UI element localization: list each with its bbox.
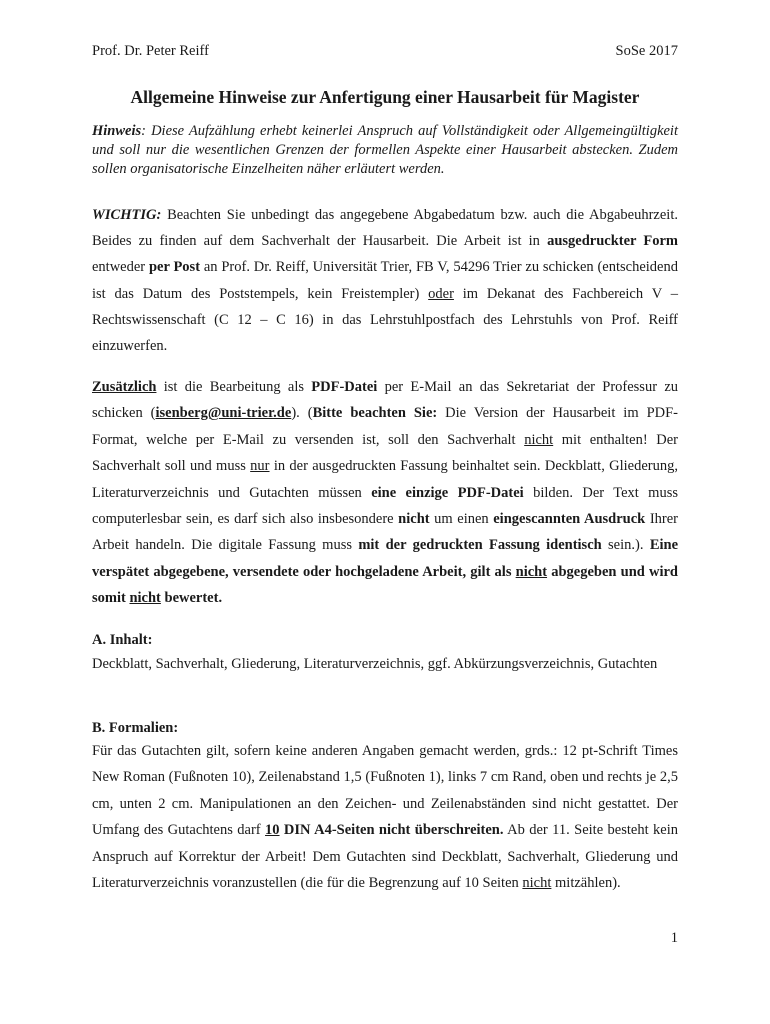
- wichtig-label: WICHTIG:: [92, 207, 162, 223]
- underlined-run: nicht: [522, 875, 552, 892]
- bold-underlined-run: nicht: [515, 563, 548, 580]
- text-run: entweder: [92, 259, 149, 276]
- bold-run: Eine verspätet abgegebene, versendete oder hochgeladene Arbeit, gilt als: [92, 537, 679, 580]
- text-run: in der ausgedruckten Fassung beinhaltet sein. Deckblatt, Gliederung, Literaturverzeichnis und Gutachten müssen: [92, 458, 678, 501]
- header-author: Prof. Dr. Peter Reiff: [92, 43, 209, 59]
- bold-run: eingescannten Ausdruck: [493, 511, 646, 528]
- text-run: per E-Mail an das Sekretariat der Professur zu schicken (: [92, 379, 679, 422]
- zusaetzlich-paragraph: [92, 374, 678, 612]
- text-run: Für das Gutachten gilt, sofern keine anderen Angaben gemacht werden, grds.: 12 pt-Schrift Times New Roman (Fußnoten 10), Zeilenabstand 1,5 (Fußnoten 1), links 7 cm Rand, oben und rechts je 2,5 cm, unten 2 cm. Manipulationen an den Zeichen- und Zeilenabständen sind nicht gestattet. Der Umfang des Gutachtens darf: [92, 743, 678, 839]
- text-run: Beachten Sie unbedingt das angegebene Abgabedatum bzw. auch die Abgabeuhrzeit. Beides zu finden auf dem Sachverhalt der Hausarbeit. Die Arbeit ist in: [92, 207, 678, 250]
- bold-run: Bitte beachten Sie:: [312, 405, 438, 422]
- bold-run: PDF-Datei: [311, 379, 378, 395]
- bold-run: eine einzige PDF-Datei: [371, 484, 524, 501]
- hinweis-paragraph: [92, 122, 678, 179]
- bold-underlined-run: 10: [265, 822, 280, 839]
- text-run: ist die Bearbeitung als: [156, 379, 312, 395]
- text-run: Die Version der Hausarbeit im PDF-Format, welche per E-Mail zu versenden ist, soll den Sachverhalt: [92, 405, 678, 448]
- bold-run: abgegeben und wird somit: [92, 563, 678, 607]
- wichtig-paragraph: [92, 202, 678, 359]
- bold-run: ausgedruckter Form: [547, 233, 678, 250]
- bold-underlined-run: Zusätzlich: [92, 379, 157, 395]
- text-run: sein.).: [601, 537, 650, 554]
- text-run: um einen: [429, 511, 494, 528]
- section-a-heading: A. Inhalt:: [92, 632, 153, 648]
- email-link[interactable]: isenberg@uni-trier.de: [155, 405, 292, 422]
- section-b-heading: B. Formalien:: [92, 720, 179, 736]
- bold-run: DIN A4-Seiten nicht überschreiten.: [279, 822, 504, 839]
- underlined-run: oder: [428, 285, 454, 302]
- text-run: Ihrer Arbeit handeln. Die digitale Fassung muss: [92, 511, 678, 554]
- header-term: SoSe 2017: [615, 43, 678, 59]
- bold-underlined-run: nicht: [129, 590, 161, 607]
- underlined-run: nur: [250, 458, 270, 475]
- page-number: 1: [670, 930, 678, 946]
- section-b-text: [92, 738, 678, 896]
- hinweis-label: Hinweis: [92, 123, 142, 139]
- document-title: Allgemeine Hinweise zur Anfertigung einer Hausarbeit für Magister: [130, 87, 640, 107]
- bold-run: nicht: [398, 511, 430, 528]
- text-run: an Prof. Dr. Reiff, Universität Trier, FB V, 54296 Trier zu schicken (entscheidend ist das Datum des Poststempels, kein Freistempler): [92, 259, 678, 302]
- text-run: im Dekanat des Fachbereich V – Rechtswissenschaft (C 12 – C 16) in das Lehrstuhlpostfach des Lehrstuhls von Prof. Reiff einzuwerfen.: [92, 285, 678, 355]
- text-run: Ab der 11. Seite besteht kein Anspruch auf Korrektur der Arbeit! Dem Gutachten sind Deckblatt, Sachverhalt, Gliederung und Literaturverzeichnis voranzustellen (die für die Begrenzung auf 10 Seiten: [92, 822, 678, 892]
- bold-run: bewertet.: [160, 590, 223, 607]
- bold-run: mit der gedruckten Fassung identisch: [358, 537, 602, 554]
- hinweis-text: : Diese Aufzählung erhebt keinerlei Anspruch auf Vollständigkeit oder Allgemeingültigkeit und soll nur die wesentlichen Grenzen der formellen Aspekte einer Hausarbeit abstecken. Zudem sollen organisatorische Einzelheiten näher erläutert werden.: [92, 123, 678, 177]
- text-run: bilden. Der Text muss computerlesbar sein, es darf sich also insbesondere: [92, 484, 678, 528]
- text-run: ). (: [291, 405, 313, 422]
- text-run: mitzählen).: [551, 875, 621, 892]
- text-run: mit enthalten! Der Sachverhalt soll und muss: [92, 431, 679, 475]
- section-a-text: Deckblatt, Sachverhalt, Gliederung, Literaturverzeichnis, ggf. Abkürzungsverzeichnis, Gutachten: [92, 656, 658, 672]
- underlined-run: nicht: [524, 431, 554, 448]
- bold-run: per Post: [148, 259, 201, 276]
